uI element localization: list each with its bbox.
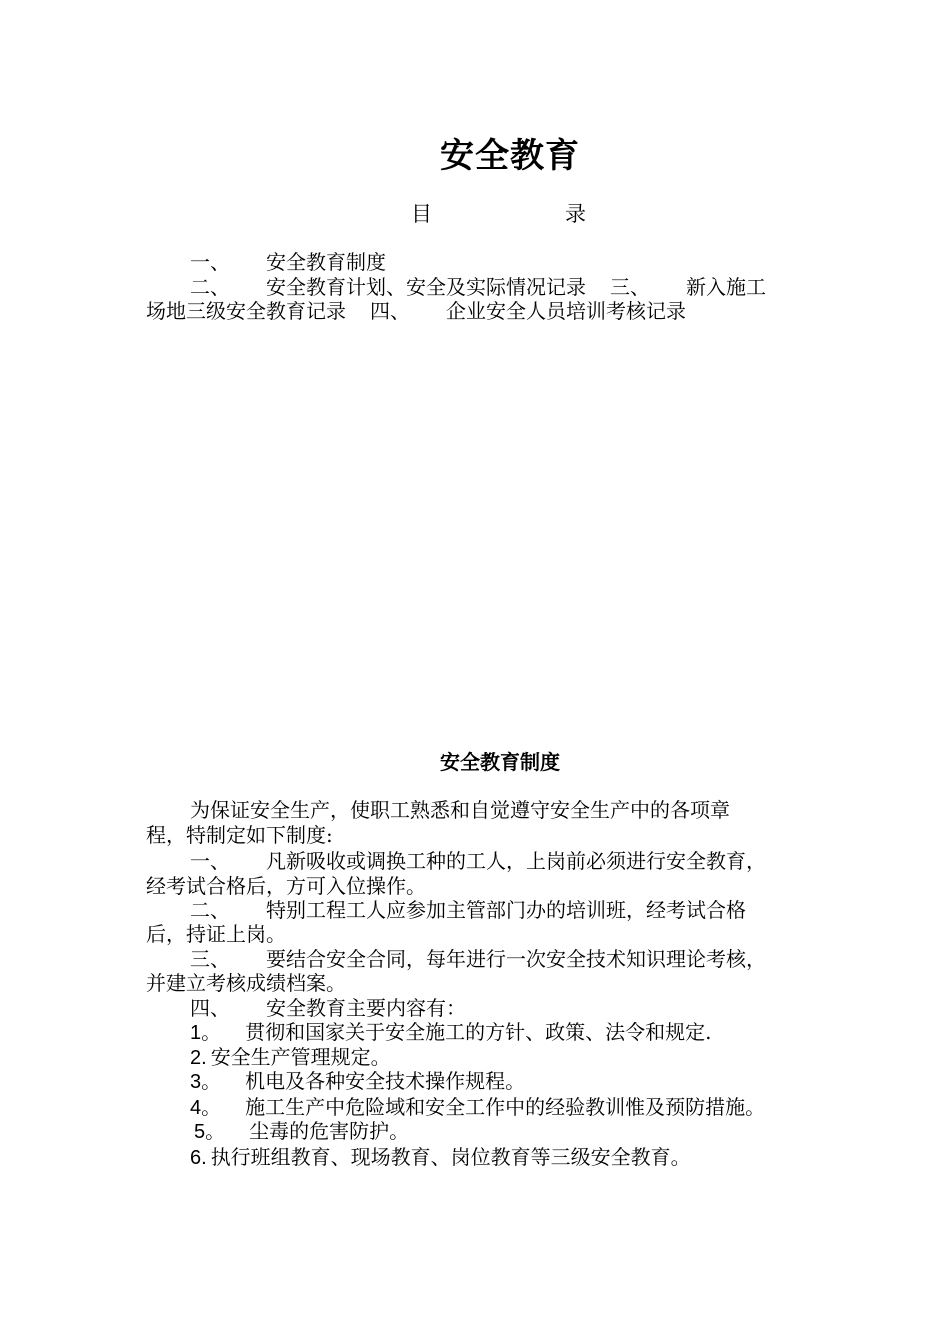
item-num: 二、: [190, 898, 230, 922]
intro-line-1: 为保证安全生产，使职工熟悉和自觉遵守安全生产中的各项章: [190, 798, 730, 822]
sub-item-2: [190, 1045, 391, 1069]
sub-item-3: [190, 1069, 525, 1093]
toc-heading-right: 录: [565, 202, 586, 226]
sub-item-text: 执行班组教育、现场教育、岗位教育等三级安全教育。: [210, 1145, 691, 1169]
sub-item-6: [190, 1145, 691, 1169]
sub-item-5: [194, 1119, 409, 1143]
toc-text: 场地三级安全教育记录: [146, 299, 346, 323]
item-1-line-1: [190, 849, 766, 873]
intro-line-2: 程，特制定如下制度:: [146, 823, 333, 847]
toc-num: 二、: [190, 275, 230, 299]
sub-item-text: 贯彻和国家关于安全施工的方针、政策、法令和规定.: [245, 1020, 712, 1044]
toc-text: 安全教育制度: [266, 250, 386, 274]
item-text: 要结合安全合同，每年进行一次安全技术知识理论考核，: [266, 947, 766, 971]
sub-item-text: 尘毒的危害防护。: [249, 1119, 410, 1143]
toc-heading-left: 目: [411, 202, 432, 226]
item-2-line-2: 后，持证上岗。: [146, 922, 286, 946]
sub-item-text: 施工生产中危险域和安全工作中的经验教训惟及预防措施。: [245, 1095, 766, 1119]
item-1-line-2: 经考试合格后，方可入位操作。: [146, 874, 426, 898]
sub-item-text: 安全生产管理规定。: [210, 1045, 391, 1069]
toc-num: 一、: [190, 250, 230, 274]
sub-item-num: 3。: [190, 1071, 222, 1093]
item-text: 凡新吸收或调换工种的工人，上岗前必须进行安全教育，: [266, 849, 766, 873]
item-text: 特别工程工人应参加主管部门办的培训班，经考试合格: [266, 898, 746, 922]
item-3-line-2: 并建立考核成绩档案。: [146, 971, 346, 995]
sub-item-text: 机电及各种安全技术操作规程。: [245, 1069, 526, 1093]
toc-text: 安全教育计划、安全及实际情况记录: [266, 275, 586, 299]
toc-line-3: [146, 299, 686, 323]
item-3-line-1: [190, 947, 766, 971]
item-num: 一、: [190, 849, 230, 873]
sub-item-num: 4。: [190, 1097, 222, 1119]
toc-num: 四、: [370, 299, 410, 323]
section-title: 安全教育制度: [440, 750, 560, 774]
item-2-line-1: [190, 898, 746, 922]
item-num: 四、: [190, 996, 230, 1020]
document-title: 安全教育: [440, 136, 580, 176]
item-text: 安全教育主要内容有：: [266, 996, 466, 1020]
sub-item-num: 2.: [190, 1047, 207, 1069]
sub-item-4: [190, 1095, 765, 1119]
sub-item-num: 5。: [194, 1121, 226, 1143]
sub-item-1: [190, 1020, 711, 1044]
toc-num: 三、: [610, 275, 650, 299]
sub-item-num: 1。: [190, 1022, 222, 1044]
sub-item-num: 6.: [190, 1147, 207, 1169]
item-4-line-1: [190, 996, 466, 1020]
toc-text: 新入施工: [686, 275, 766, 299]
item-num: 三、: [190, 947, 230, 971]
toc-line-1: [190, 250, 386, 274]
toc-line-2: [190, 275, 766, 299]
toc-text: 企业安全人员培训考核记录: [446, 299, 686, 323]
